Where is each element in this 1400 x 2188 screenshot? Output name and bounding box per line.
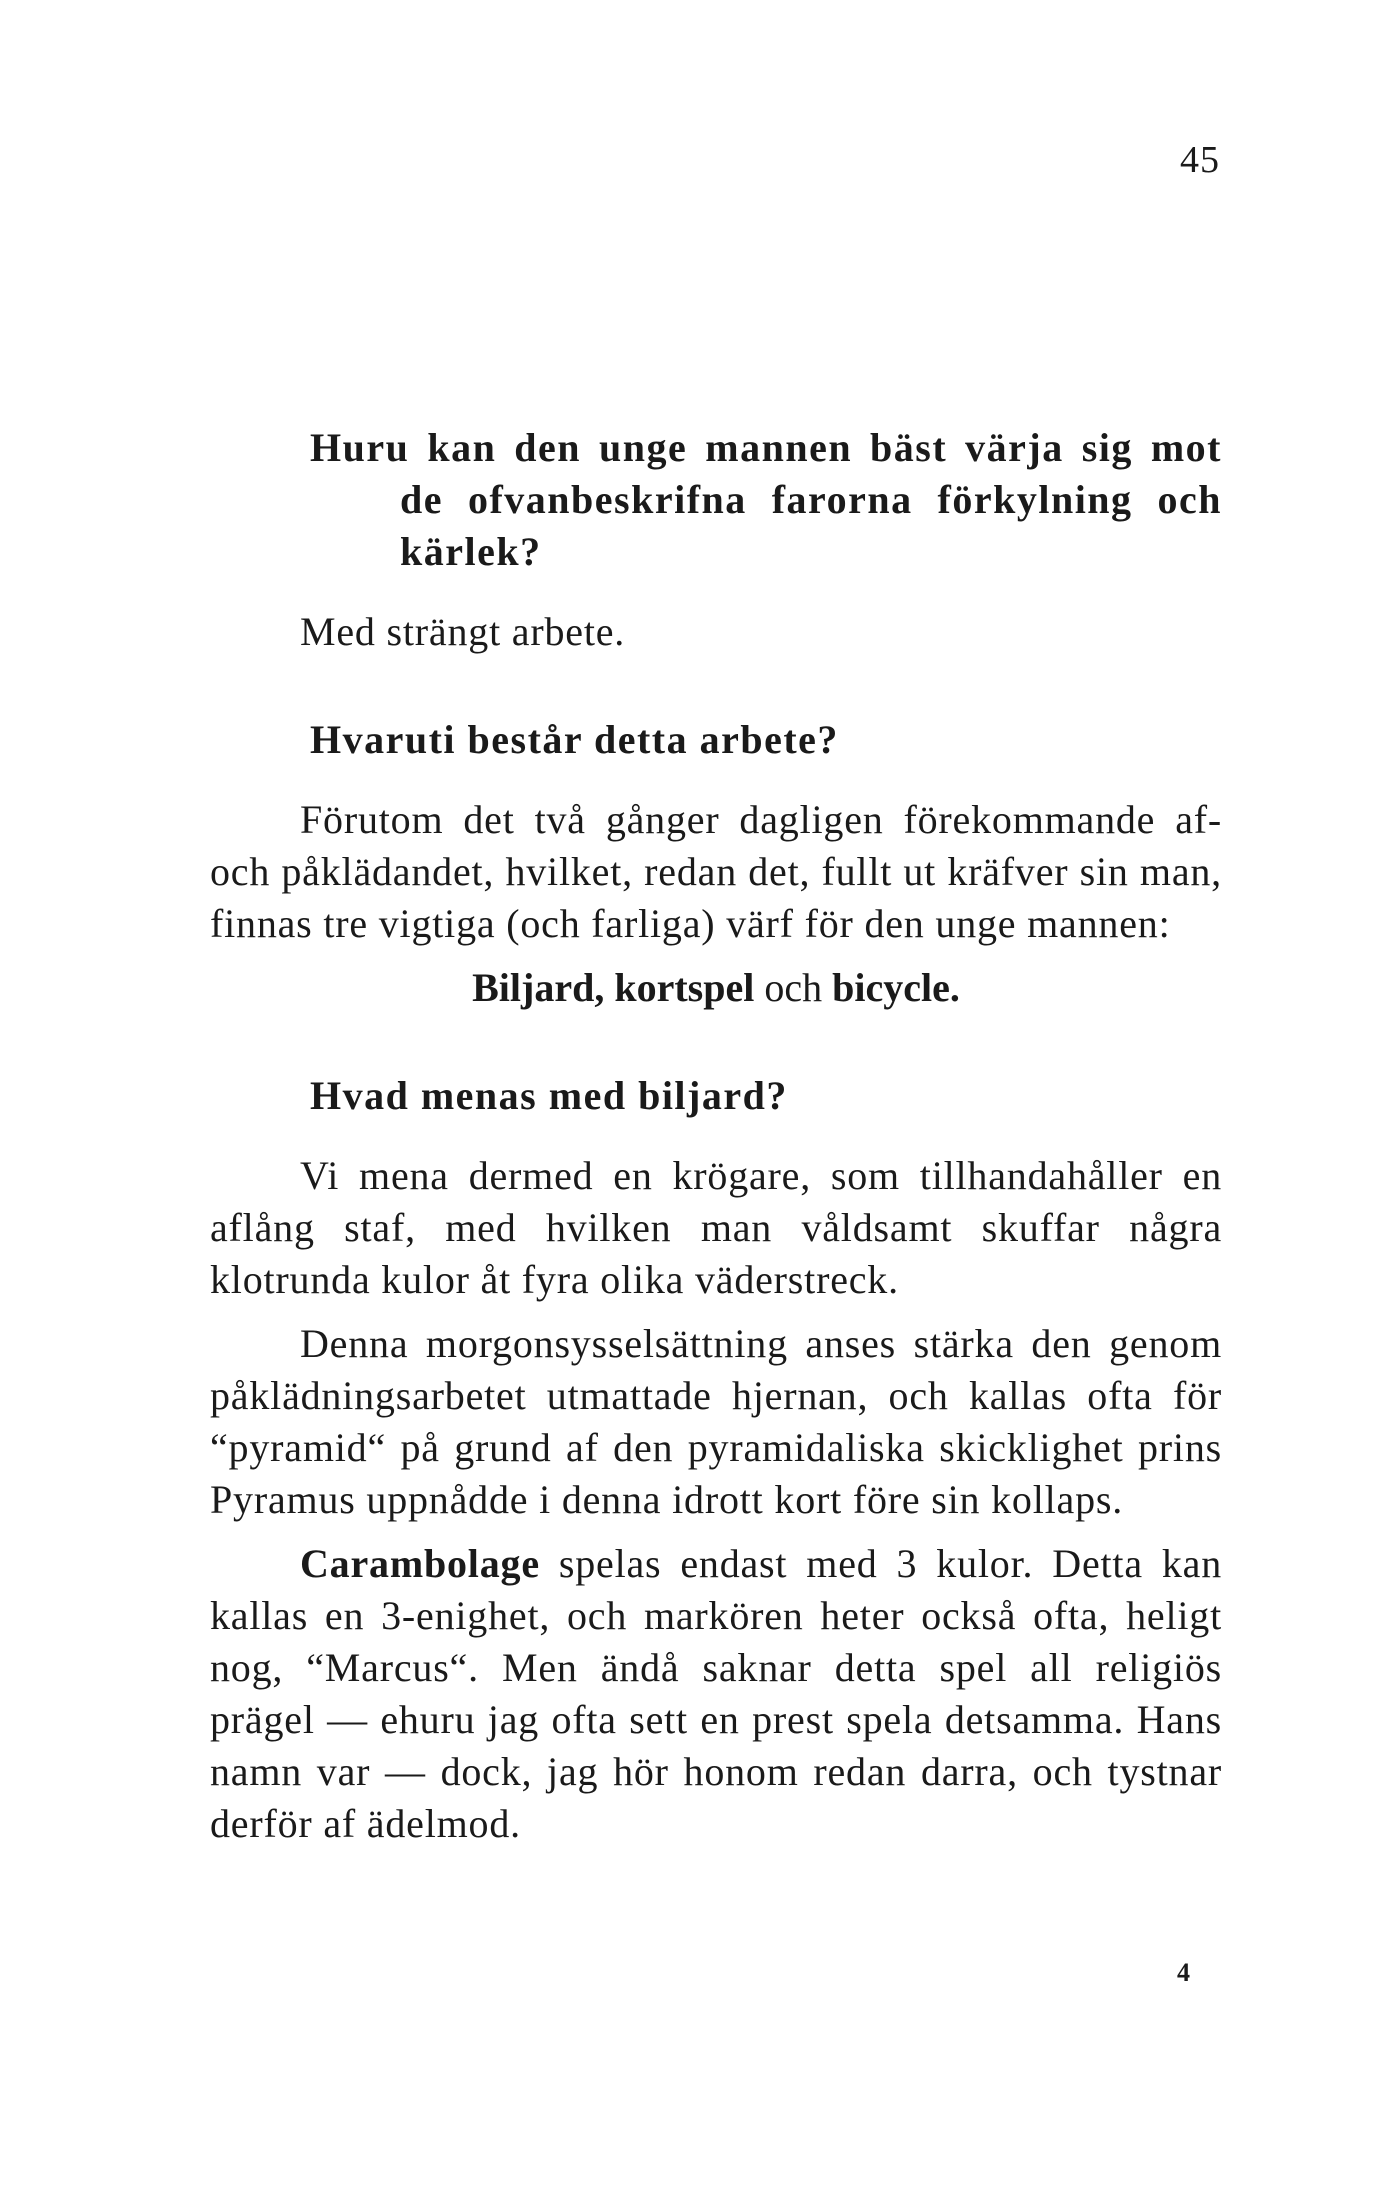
- answer-3-paragraph-2: Denna morgonsysselsättning anses stärka den genom påklädningsarbetet utmattade hjernan, och kallas ofta för “pyramid“ på grund af den pyramidaliska skicklighet prins Pyramus uppnådde i denna idrott kort före sin kollaps.: [210, 1321, 1222, 1522]
- answer-3-paragraph-1: Vi mena dermed en krögare, som tillhandahåller en aflång staf, med hvilken man våldsamt skuffar några klotrunda kulor åt fyra olika väderstreck.: [210, 1153, 1222, 1302]
- term-carambolage: Carambolage: [300, 1541, 540, 1586]
- list-item-bicycle: bicycle.: [832, 965, 960, 1010]
- answer-2: Förutom det två gånger dagligen förekommande af- och påklädandet, hvilket, redan det, fullt ut kräfver sin man, finnas tre vigtiga (och farliga) värf för den unge mannen:: [210, 797, 1222, 946]
- question-3: Hvad menas med biljard?: [310, 1073, 788, 1118]
- signature-mark: 4: [1177, 1958, 1190, 1987]
- answer-1: Med strängt arbete.: [300, 609, 626, 654]
- list-conjunction: och: [764, 965, 823, 1010]
- question-1: Huru kan den unge mannen bäst värja sig mot de ofvanbeskrifna farorna förkylning och kärlek?: [310, 425, 1222, 574]
- page-number: 45: [1180, 139, 1220, 181]
- list-item-biljard: Biljard,: [472, 965, 605, 1010]
- body-text: [210, 422, 1222, 1850]
- activities-list: [210, 962, 1222, 1014]
- answer-3-paragraph-3: [210, 1538, 1222, 1850]
- carambolage-text: spelas endast med 3 kulor. Detta kan kallas en 3-enighet, och markören heter också ofta, heligt nog, “Marcus“. Men ändå saknar detta spel all religiös prägel — ehuru jag ofta sett en prest spela detsamma. Hans namn var — dock, jag hör honom redan darra, och tystnar derför af ädelmod.: [210, 1541, 1222, 1846]
- list-item-kortspel: kortspel: [614, 965, 755, 1010]
- question-2: Hvaruti består detta arbete?: [310, 717, 839, 762]
